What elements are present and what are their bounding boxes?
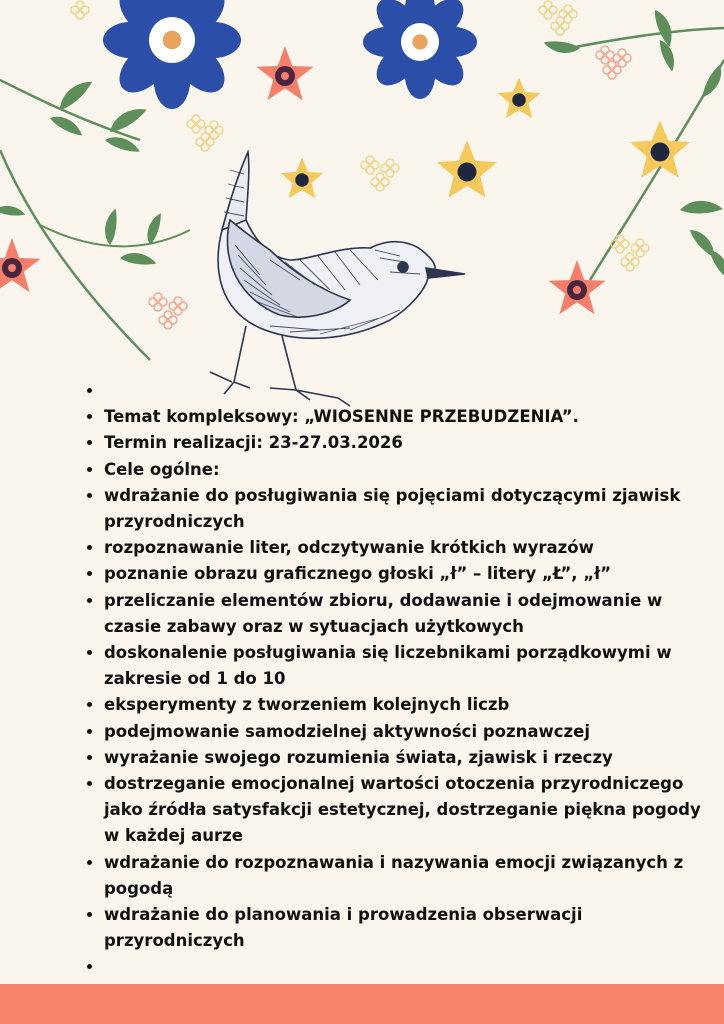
list-item: • Cele ogólne: [104, 457, 714, 483]
list-item: • poznanie obrazu graficznego głoski „ł” – litery „Ł”, „ł” [104, 561, 714, 587]
list-item: • dostrzeganie emocjonalnej wartości otoczenia przyrodniczego jako źródła satysfakcji estetycznej, dostrzeganie piękna pogody w każdej aurze [104, 771, 714, 850]
list-item [104, 378, 714, 404]
footer-bar [0, 984, 724, 1024]
list-item: • wdrażanie do rozpoznawania i nazywania emocji związanych z pogodą [104, 850, 714, 902]
bird-icon [200, 150, 470, 410]
list-item: • wyrażanie swojego rozumienia świata, zjawisk i rzeczy [104, 745, 714, 771]
list-item: • przeliczanie elementów zbioru, dodawanie i odejmowanie w czasie zabawy oraz w sytuacjach użytkowych [104, 588, 714, 640]
leaf-branch-icon [0, 78, 190, 360]
list-item: • podejmowanie samodzielnej aktywności poznawczej [104, 719, 714, 745]
list-item [104, 954, 714, 980]
list-item: • eksperymenty z tworzeniem kolejnych liczb [104, 692, 714, 718]
list-item: • Termin realizacji: 23-27.03.2026 [104, 430, 714, 456]
list-item: • rozpoznawanie liter, odczytywanie krótkich wyrazów [104, 535, 714, 561]
blue-flower-icon [103, 0, 477, 109]
lesson-plan-content [84, 378, 714, 981]
goals-list [84, 378, 714, 981]
list-item: • wdrażanie do posługiwania się pojęciami dotyczącymi zjawisk przyrodniczych [104, 483, 714, 535]
list-item: • wdrażanie do planowania i prowadzenia obserwacji przyrodniczych [104, 902, 714, 954]
list-item: • Temat kompleksowy: „WIOSENNE PRZEBUDZENIA”. [104, 404, 714, 430]
list-item: • doskonalenie posługiwania się liczebnikami porządkowymi w zakresie od 1 do 10 [104, 640, 714, 692]
